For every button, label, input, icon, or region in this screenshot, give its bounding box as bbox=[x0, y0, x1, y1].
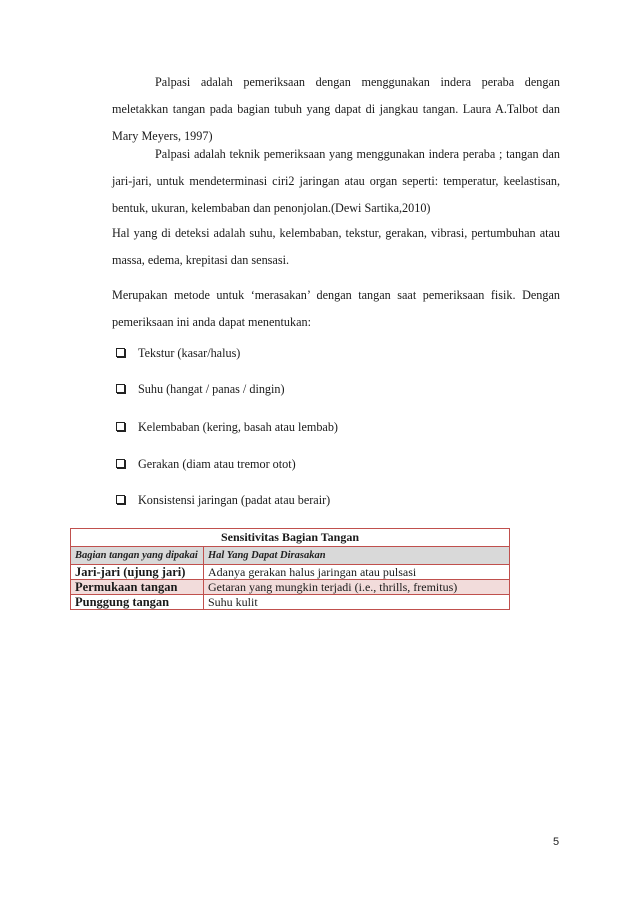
list-item bbox=[116, 344, 536, 362]
checkbox-bullet-icon bbox=[116, 384, 125, 393]
table-cell-hand-part: Jari-jari (ujung jari) bbox=[71, 565, 204, 580]
table-cell-perceived: Suhu kulit bbox=[204, 595, 510, 610]
table-cell-perceived: Adanya gerakan halus jaringan atau pulsasi bbox=[204, 565, 510, 580]
table-header-row bbox=[71, 547, 510, 565]
table-row bbox=[71, 595, 510, 610]
paragraph-palpasi-definition-2: Palpasi adalah teknik pemeriksaan yang menggunakan indera peraba ; tangan dan jari-jari, untuk mendeterminasi ciri2 jaringan atau organ seperti: temperatur, keelastisan, bentuk, ukuran, kelembaban dan penonjolan.(Dewi Sartika,2010) bbox=[112, 147, 560, 215]
table-row bbox=[71, 565, 510, 580]
column-header-perceived: Hal Yang Dapat Dirasakan bbox=[204, 547, 510, 565]
checkbox-bullet-icon bbox=[116, 495, 125, 504]
list-item-text: Konsistensi jaringan (padat atau berair) bbox=[138, 493, 331, 507]
table-cell-perceived: Getaran yang mungkin terjadi (i.e., thrills, fremitus) bbox=[204, 580, 510, 595]
page-number: 5 bbox=[553, 836, 560, 848]
checkbox-bullet-icon bbox=[116, 459, 125, 468]
list-item-text: Gerakan (diam atau tremor otot) bbox=[138, 457, 296, 471]
checkbox-bullet-icon bbox=[116, 422, 125, 431]
list-item-text: Tekstur (kasar/halus) bbox=[138, 346, 241, 360]
paragraph-palpasi-definition-1: Palpasi adalah pemeriksaan dengan menggunakan indera peraba dengan meletakkan tangan pada bagian tubuh yang dapat di jangkau tangan. Laura A.Talbot dan Mary Meyers, 1997) bbox=[112, 75, 560, 143]
list-item-text: Suhu (hangat / panas / dingin) bbox=[138, 382, 285, 396]
table-cell-hand-part: Punggung tangan bbox=[71, 595, 204, 610]
column-header-hand-part: Bagian tangan yang dipakai bbox=[71, 547, 204, 565]
table-row bbox=[71, 580, 510, 595]
list-item bbox=[116, 491, 536, 509]
checkbox-bullet-icon bbox=[116, 348, 125, 357]
list-item bbox=[116, 418, 536, 436]
paragraph-method: Merupakan metode untuk ‘merasakan’ dengan tangan saat pemeriksaan fisik. Dengan pemeriksaan ini anda dapat menentukan: bbox=[112, 288, 560, 329]
sensitivity-table bbox=[70, 528, 510, 610]
table-cell-hand-part: Permukaan tangan bbox=[71, 580, 204, 595]
list-item bbox=[116, 380, 536, 398]
list-item bbox=[116, 455, 536, 473]
table-title: Sensitivitas Bagian Tangan bbox=[71, 529, 510, 547]
paragraph-detection: Hal yang di deteksi adalah suhu, kelembaban, tekstur, gerakan, vibrasi, pertumbuhan atau massa, edema, krepitasi dan sensasi. bbox=[112, 226, 560, 267]
list-item-text: Kelembaban (kering, basah atau lembab) bbox=[138, 420, 338, 434]
